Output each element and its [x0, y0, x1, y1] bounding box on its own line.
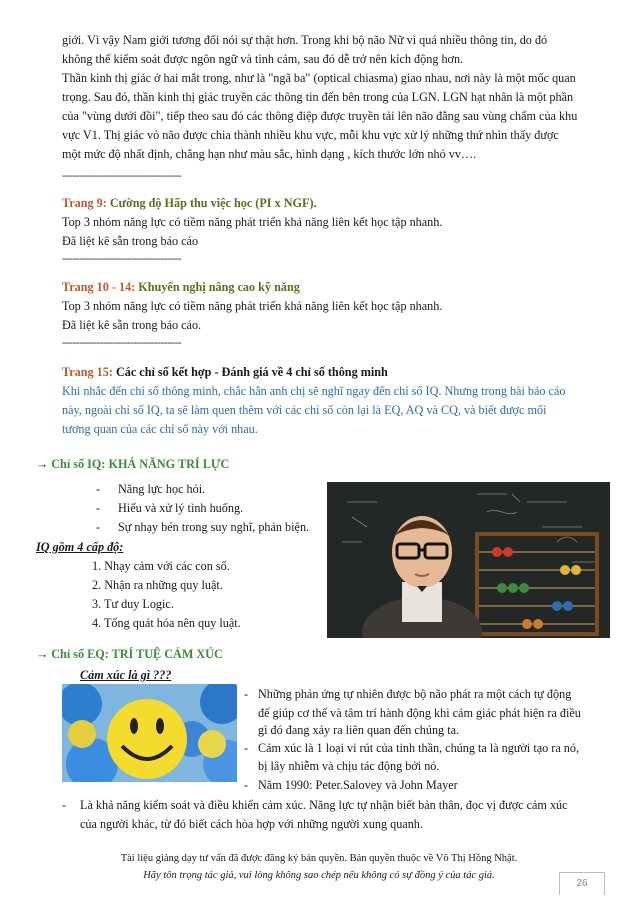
eq-final-line-2: của người khác, từ đó biết cách hòa hợp với những người xung quanh.: [80, 817, 423, 831]
intro-line-6: vực V1. Thị giác vỏ não được chia thành nhiều khu vực, mỗi khu vực xử lý những thứ nhìn thấy được: [62, 128, 559, 142]
page15-line-1: Khi nhắc đến chỉ số thông minh, chắc hẳn anh chị sẽ nghĩ ngay đến chỉ số IQ. Nhưng trong bài báo cáo: [62, 384, 566, 398]
intro-line-7: một mức độ nhất định, chẳng hạn như màu sắc, hình dạng , kích thước lớn nhỏ vv….: [62, 147, 477, 161]
eq-bullet-1-line-3: gì đó đang xảy ra liên quan đến chúng ta.: [258, 723, 460, 737]
iq-level-2: 2. Nhận ra những quy luật.: [92, 578, 223, 592]
intro-line-4: trọng. Sau đó, thần kinh thị giác truyền các thông tin đến bên trong của LGN. LGN hạt nhân là một phần: [62, 90, 574, 104]
page10-line-2: Đã liệt kê sẵn trong báo cáo.: [62, 318, 202, 332]
page-number: 26: [559, 872, 605, 895]
arrow-right-icon: →: [36, 647, 49, 661]
arrow-right-icon: →: [36, 457, 49, 471]
page10-title: Khuyến nghị nâng cao kỹ năng: [138, 280, 300, 294]
iq-heading: Chỉ số IQ: KHẢ NĂNG TRÍ LỰC: [51, 457, 230, 471]
page9-label: Trang 9:: [62, 196, 107, 210]
divider: -----------------------------------: [62, 335, 181, 349]
intro-line-1: giới. Vì vậy Nam giới tương đối nói sự thật hơn. Trong khi bộ não Nữ vì quá nhiều thông tin, do đó: [62, 33, 548, 47]
page9-title: Cường độ Hấp thu việc học (PI x NGF).: [109, 196, 317, 210]
iq-level-1: 1. Nhạy cảm với các con số.: [92, 559, 230, 573]
page10-heading: [62, 278, 300, 296]
page15-heading: [62, 363, 388, 381]
page15-title: Các chỉ số kết hợp - Đánh giá về 4 chỉ số thông minh: [115, 365, 388, 379]
iq-level-3: 3. Tư duy Logic.: [92, 597, 174, 611]
eq-heading-row: [36, 645, 223, 663]
intro-line-5: của "vùng dưới đồi", tiếp theo sau đó các thông điệp được truyền tải lên não đằng sau vùng chẩm của khu: [62, 109, 578, 123]
iq-bullet-3: - Sự nhạy bén trong suy nghĩ, phản biện.: [96, 520, 310, 534]
eq-bullet-1-line-1: - Những phản ứng tự nhiên được bộ não phát ra một cách tự động: [244, 687, 572, 701]
iq-heading-row: [36, 455, 229, 473]
page15-line-2: này, ngoài chỉ số IQ, ta sẽ làm quen thêm với các chỉ số còn lại là EQ, AQ và CQ, và biết được mối: [62, 403, 547, 417]
eq-bullet-1-line-2: để giúp cơ thể và tâm trí hành động khi cảm giác phát hiện ra điều: [258, 706, 581, 720]
iq-level-4: 4. Tổng quát hóa nên quy luật.: [92, 616, 241, 630]
iq-levels-heading: IQ gồm 4 cấp độ:: [36, 540, 124, 554]
intro-line-3: Thần kinh thị giác ở hai mắt trong, như là "ngã ba" (optical chiasma) giao nhau, nơi này là một mốc quan: [62, 71, 576, 85]
footer-copyright: Tài liệu giảng dạy tư vấn đã được đăng ký bản quyền. Bản quyền thuộc về Võ Thị Hồng Nhật.: [120, 853, 518, 864]
page9-line-1: Top 3 nhóm năng lực có tiềm năng phát triển khả năng liên kết học tập nhanh.: [62, 215, 443, 229]
intro-line-2: không thể kiểm soát được ngôn ngữ và tình cảm, sau đó dễ trở nên kích động hơn.: [62, 52, 464, 66]
eq-bullet-2-line-1: - Cảm xúc là 1 loại vi rút của tinh thần, chúng ta là người tạo ra nó,: [244, 741, 580, 755]
eq-final-line-1: - Là khả năng kiểm soát và điều khiển cảm xúc. Năng lực tự nhận biết bản thân, đọc vị được cảm xúc: [62, 798, 568, 812]
page15-label: Trang 15:: [62, 365, 113, 379]
smiley-balls-photo: [62, 684, 237, 782]
eq-subheading: Cảm xúc là gì ???: [80, 668, 172, 682]
eq-bullet-2-line-2: bị lây nhiễm và chịu tác động bởi nó.: [258, 759, 440, 773]
eq-heading: Chỉ số EQ: TRÍ TUỆ CẢM XÚC: [51, 647, 223, 661]
divider: -----------------------------------: [62, 168, 181, 182]
page15-line-3: tương quan của các chỉ số này với nhau.: [62, 422, 258, 436]
boy-abacus-photo: [327, 482, 610, 638]
page9-line-2: Đã liệt kê sẵn trong báo cáo: [62, 234, 199, 248]
page10-line-1: Top 3 nhóm năng lực có tiềm năng phát triển khả năng liên kết học tập nhanh.: [62, 299, 443, 313]
divider: -----------------------------------: [62, 251, 181, 265]
iq-bullet-2: - Hiểu và xử lý tình huống.: [96, 501, 244, 515]
footer-notice: Hãy tôn trọng tác giả, vui lòng không sao chép nếu không có sự đồng ý của tác giả.: [143, 870, 495, 881]
eq-bullet-3-line-1: - Năm 1990: Peter.Salovey và John Mayer: [244, 778, 458, 792]
iq-bullet-1: - Năng lực học hỏi.: [96, 482, 206, 496]
page10-label: Trang 10 - 14:: [62, 280, 136, 294]
page9-heading: [62, 194, 317, 212]
